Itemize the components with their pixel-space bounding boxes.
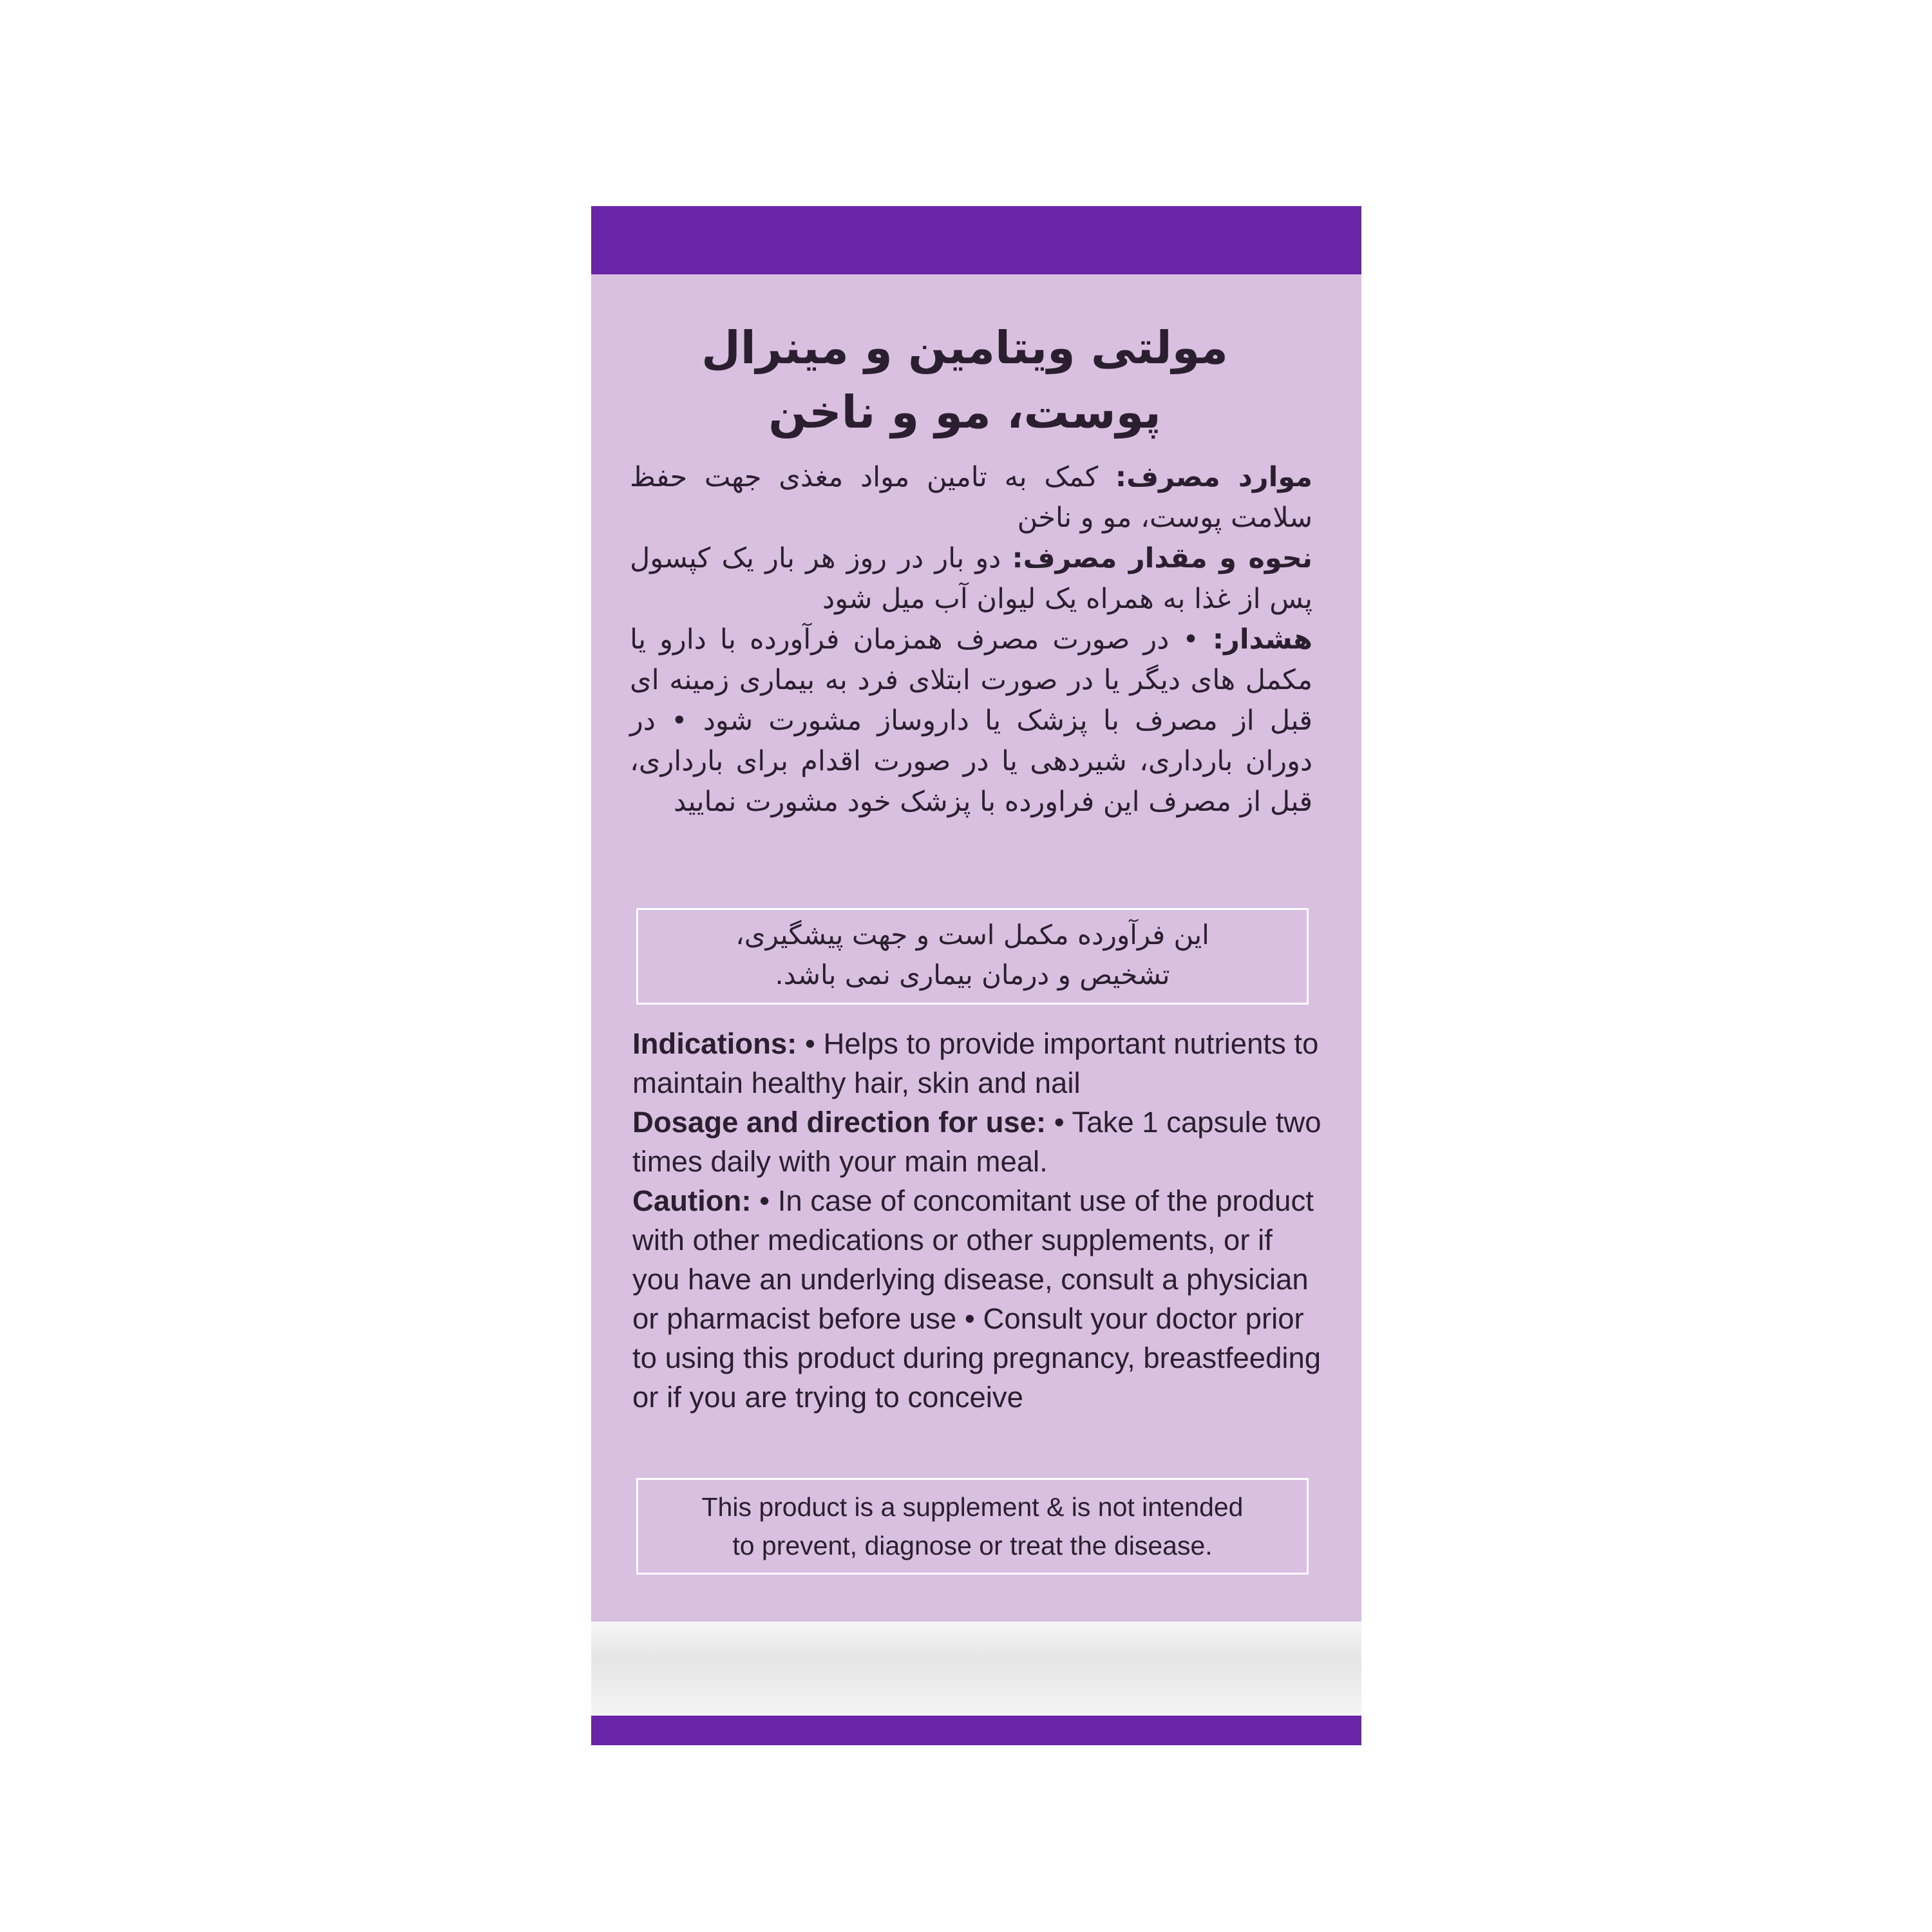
english-dosage-text: • Take 1 capsule two times daily with your main meal.	[632, 1106, 1321, 1178]
persian-indications-text: کمک به تامین مواد مغذی جهت حفظ سلامت پوست، مو و ناخن	[630, 461, 1312, 534]
persian-title	[630, 316, 1300, 444]
persian-body	[630, 457, 1312, 822]
english-indications-text: • Helps to provide important nutrients to maintain healthy hair, skin and nail	[632, 1027, 1319, 1099]
persian-disclaimer-line-1: این فرآورده مکمل است و جهت پیشگیری،	[735, 919, 1209, 951]
persian-caution	[630, 620, 1312, 822]
english-indications	[632, 1024, 1321, 1103]
persian-title-line-1: مولتی ویتامین و مینرال	[701, 321, 1228, 374]
english-dosage-heading: Dosage and direction for use:	[632, 1106, 1046, 1139]
english-indications-heading: Indications:	[632, 1027, 797, 1060]
english-caution-heading: Caution:	[632, 1184, 752, 1217]
persian-dosage-heading: نحوه و مقدار مصرف:	[1012, 542, 1312, 574]
persian-indications	[630, 457, 1312, 538]
persian-disclaimer-box	[636, 908, 1309, 1005]
persian-disclaimer-line-2: تشخیص و درمان بیماری نمی باشد.	[775, 959, 1170, 990]
persian-title-line-2: پوست، مو و ناخن	[768, 386, 1161, 439]
english-disclaimer-line-2: to prevent, diagnose or treat the disease.	[732, 1531, 1213, 1560]
english-caution-text: • In case of concomitant use of the product with other medications or other supplements, or if you have an underlying disease, consult a physician or pharmacist before use • Consult your doctor prior to using this product during pregnancy, breastfeeding or if you are trying to conceive	[632, 1184, 1321, 1414]
english-caution	[632, 1181, 1321, 1417]
silver-foil-strip	[591, 1622, 1361, 1716]
persian-dosage	[630, 538, 1312, 620]
bottom-purple-band	[591, 1716, 1361, 1745]
label-panel	[591, 206, 1361, 1745]
persian-caution-text: • در صورت مصرف همزمان فرآورده با دارو یا مکمل های دیگر یا در صورت ابتلای فرد به بیماری زمینه ای قبل از مصرف با پزشک یا داروساز مشورت شود • در دوران بارداری، شیردهی یا در صورت اقدام برای بارداری، قبل از مصرف این فراورده با پزشک خود مشورت نمایید	[630, 623, 1312, 818]
persian-caution-heading: هشدار:	[1212, 623, 1312, 656]
english-body	[632, 1024, 1321, 1417]
english-dosage	[632, 1103, 1321, 1181]
persian-indications-heading: موارد مصرف:	[1115, 461, 1312, 493]
top-purple-band	[591, 206, 1361, 274]
persian-dosage-text: دو بار در روز هر بار یک کپسول پس از غذا به همراه یک لیوان آب میل شود	[630, 542, 1312, 615]
english-disclaimer-line-1: This product is a supplement & is not intended	[701, 1492, 1244, 1522]
english-disclaimer-box	[636, 1478, 1309, 1575]
